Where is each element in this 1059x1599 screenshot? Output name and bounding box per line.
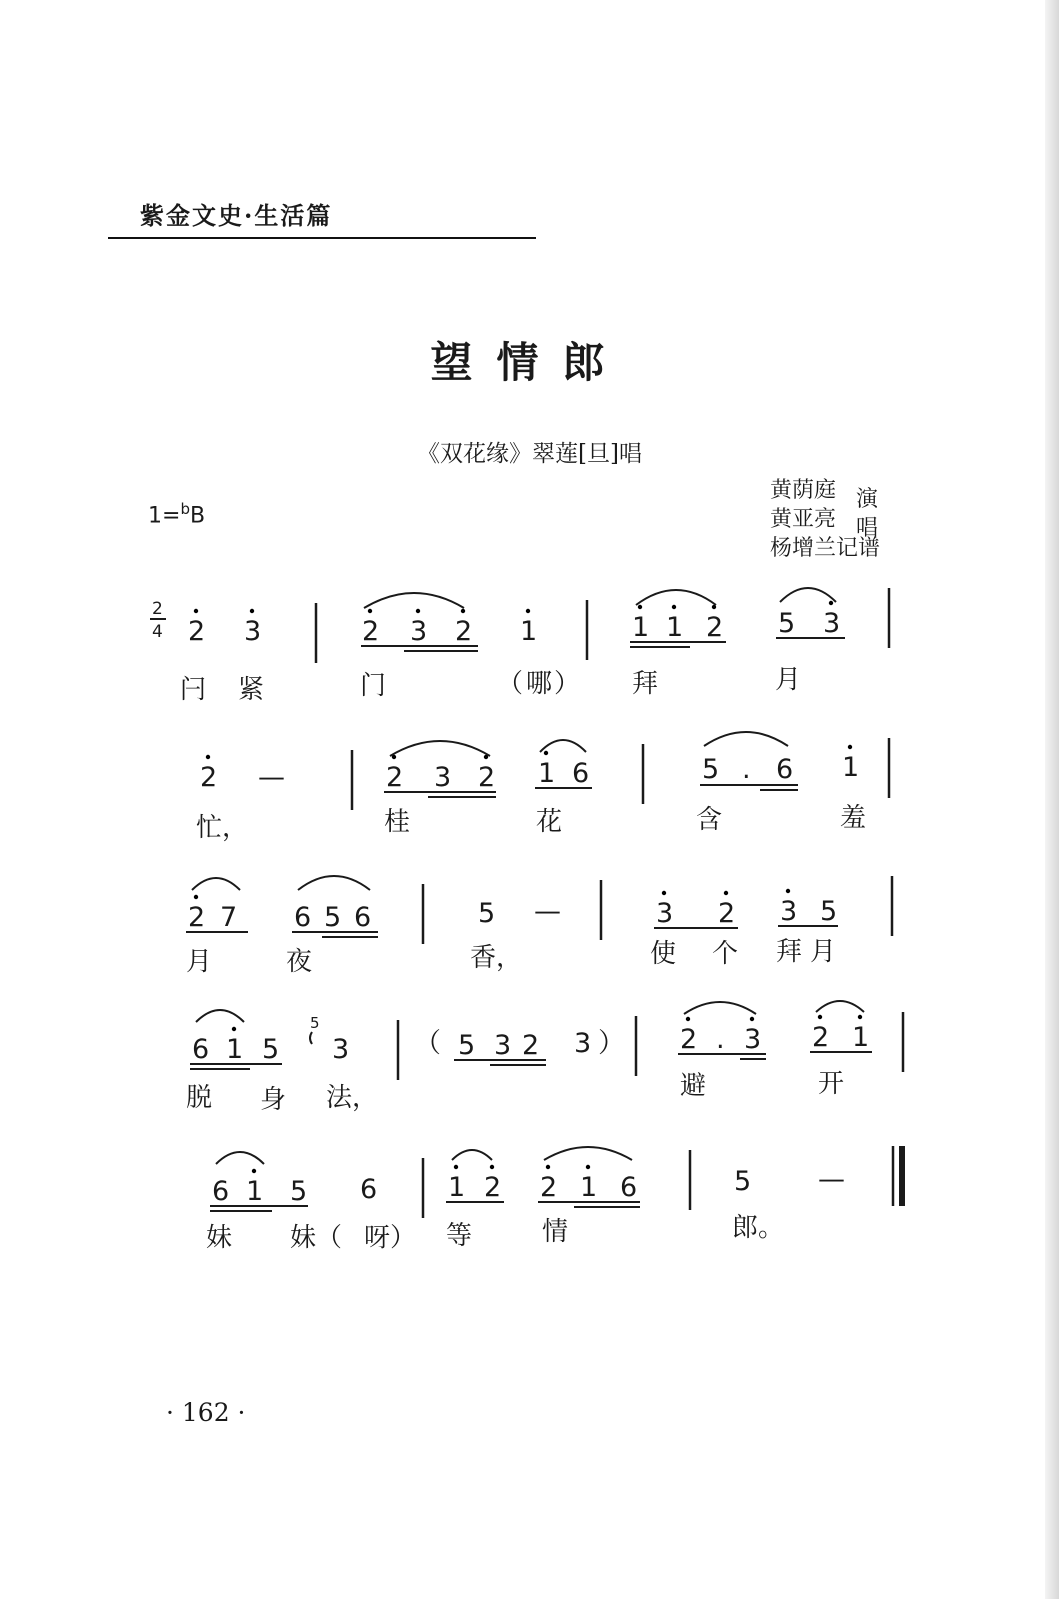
note: 3: [574, 1028, 592, 1059]
slur: [780, 588, 836, 602]
lyric: ）: [554, 669, 581, 699]
note: 1: [842, 752, 860, 783]
octave-dot: [686, 1017, 690, 1021]
note: 3: [434, 762, 452, 793]
lyric: 情: [542, 1217, 569, 1247]
octave-dot: [416, 609, 420, 613]
lyric: 闩: [180, 675, 207, 705]
note: 3: [656, 898, 674, 929]
key-prefix: 1=: [148, 503, 181, 529]
slur: [704, 732, 788, 746]
lyric: 身: [260, 1085, 287, 1115]
note: —: [258, 762, 285, 793]
note: 5: [778, 608, 796, 639]
lyric: 个: [712, 939, 739, 969]
lyric: 法，: [326, 1083, 379, 1113]
note: 2: [706, 612, 724, 643]
lyric: 等: [446, 1221, 473, 1251]
lyric: 桂: [384, 807, 411, 837]
grace-hook: [310, 1032, 312, 1044]
octave-dot: [848, 745, 852, 749]
performed-label: 演唱: [856, 487, 879, 541]
lyric: 夜: [286, 947, 313, 977]
octave-dot: [672, 605, 676, 609]
slur: [196, 1010, 244, 1022]
octave-dot: [250, 609, 254, 613]
note: 2: [522, 1030, 540, 1061]
lyric: 月: [810, 937, 837, 967]
lyric: 郎。: [732, 1213, 785, 1243]
note: 6: [620, 1172, 638, 1203]
note: 2: [362, 616, 380, 647]
performer-1: 黄荫庭: [770, 478, 837, 503]
note: 5: [478, 898, 496, 929]
note: 2: [188, 902, 206, 933]
slur: [816, 1001, 864, 1012]
time-sig-bottom: 4: [152, 622, 163, 642]
octave-dot: [454, 1165, 458, 1169]
lyric: 月: [186, 947, 213, 977]
octave-dot: [662, 891, 666, 895]
lyric: 开: [818, 1069, 845, 1099]
octave-dot: [818, 1015, 822, 1019]
octave-dot: [544, 751, 548, 755]
note: 3: [823, 608, 841, 639]
slur: [540, 740, 586, 752]
lyric: 避: [680, 1071, 707, 1101]
note: —: [818, 1164, 845, 1195]
slur: [452, 1150, 492, 1160]
octave-dot: [194, 895, 198, 899]
octave-dot: [724, 891, 728, 895]
lyric: 含: [696, 805, 723, 835]
note: 7: [220, 902, 238, 933]
note: 3: [780, 896, 798, 927]
slur: [364, 593, 464, 608]
note: 5: [734, 1166, 752, 1197]
lyric: 月: [775, 665, 802, 695]
note: 5: [262, 1034, 280, 1065]
staff-line-1: [180, 588, 889, 705]
note: 1: [852, 1022, 870, 1053]
note: 2: [200, 762, 218, 793]
slur: [684, 1002, 756, 1014]
song-title: 望情郎: [430, 338, 629, 387]
note: .: [716, 1024, 725, 1055]
note: 6: [776, 754, 794, 785]
lyric: 哪: [526, 669, 553, 699]
key-accidental: b: [180, 500, 190, 518]
lyric: 拜: [776, 937, 803, 967]
paren: ）: [598, 1028, 625, 1059]
lyric: 使: [650, 939, 677, 969]
note: .: [742, 754, 751, 785]
lyric: （: [497, 669, 524, 699]
note: 3: [494, 1030, 512, 1061]
octave-dot: [526, 609, 530, 613]
lyric: 呀）: [364, 1223, 417, 1253]
note: 2: [680, 1024, 698, 1055]
note: —: [534, 896, 561, 927]
lyric: 脱: [186, 1083, 213, 1113]
octave-dot: [786, 889, 790, 893]
note: 3: [332, 1034, 350, 1065]
octave-dot: [712, 605, 716, 609]
slur: [216, 1152, 264, 1164]
grace-note: 5: [310, 1014, 320, 1032]
transcriber: 杨增兰记谱: [770, 536, 881, 561]
slur: [544, 1147, 632, 1160]
octave-dot: [461, 609, 465, 613]
key-note: B: [189, 503, 206, 529]
note: 1: [448, 1172, 466, 1203]
note: 5: [702, 754, 720, 785]
lyric: 紧: [238, 675, 265, 705]
note: 6: [572, 758, 590, 789]
note: 1: [520, 616, 538, 647]
octave-dot: [392, 755, 396, 759]
octave-dot: [368, 609, 372, 613]
note: 1: [538, 758, 556, 789]
octave-dot: [546, 1165, 550, 1169]
note: 3: [410, 616, 428, 647]
note: 2: [718, 898, 736, 929]
slur: [636, 590, 716, 605]
note: 3: [244, 616, 262, 647]
note: 6: [354, 902, 372, 933]
note: 2: [484, 1172, 502, 1203]
note: 6: [360, 1174, 378, 1205]
octave-dot: [252, 1169, 256, 1173]
note: 2: [455, 616, 473, 647]
time-sig-top: 2: [152, 599, 163, 619]
note: 6: [294, 902, 312, 933]
staff-line-3: [186, 876, 892, 977]
lyric: 门: [360, 671, 387, 701]
staff-line-2: [196, 732, 889, 843]
note: 5: [290, 1176, 308, 1207]
octave-dot: [490, 1165, 494, 1169]
note: 2: [812, 1022, 830, 1053]
octave-dot: [206, 755, 210, 759]
octave-dot: [750, 1017, 754, 1021]
song-subtitle: 《双花缘》翠莲[旦]唱: [417, 441, 642, 467]
note: 1: [632, 612, 650, 643]
note: 1: [246, 1176, 264, 1207]
slur: [298, 876, 370, 890]
note: 2: [478, 762, 496, 793]
octave-dot: [232, 1027, 236, 1031]
octave-dot: [586, 1165, 590, 1169]
lyric: 拜: [632, 669, 659, 699]
note: 1: [580, 1172, 598, 1203]
lyric: 花: [536, 807, 563, 837]
octave-dot: [638, 605, 642, 609]
note: 5: [324, 902, 342, 933]
note: 2: [540, 1172, 558, 1203]
paren: （: [414, 1028, 441, 1059]
lyric: 香，: [470, 943, 523, 973]
note: 2: [188, 616, 206, 647]
staff-line-5: [206, 1146, 902, 1253]
lyric: 忙，: [196, 813, 249, 843]
note: 6: [212, 1176, 230, 1207]
slur: [192, 878, 240, 890]
octave-dot: [829, 601, 833, 605]
note: 6: [192, 1034, 210, 1065]
note: 1: [666, 612, 684, 643]
page-number: · 162 ·: [166, 1398, 246, 1427]
octave-dot: [194, 609, 198, 613]
note: 3: [744, 1024, 762, 1055]
octave-dot: [858, 1015, 862, 1019]
staff-line-4: [186, 1001, 903, 1115]
lyric: 羞: [840, 803, 867, 833]
lyric: 妹: [206, 1223, 233, 1253]
note: 2: [386, 762, 404, 793]
note: 1: [226, 1034, 244, 1065]
note: 5: [820, 896, 838, 927]
note: 5: [458, 1030, 476, 1061]
octave-dot: [484, 755, 488, 759]
running-head: 紫金文史·生活篇: [140, 201, 333, 230]
slur: [390, 741, 490, 756]
performer-2: 黄亚亮: [770, 507, 837, 532]
lyric: 妹（: [290, 1223, 343, 1253]
